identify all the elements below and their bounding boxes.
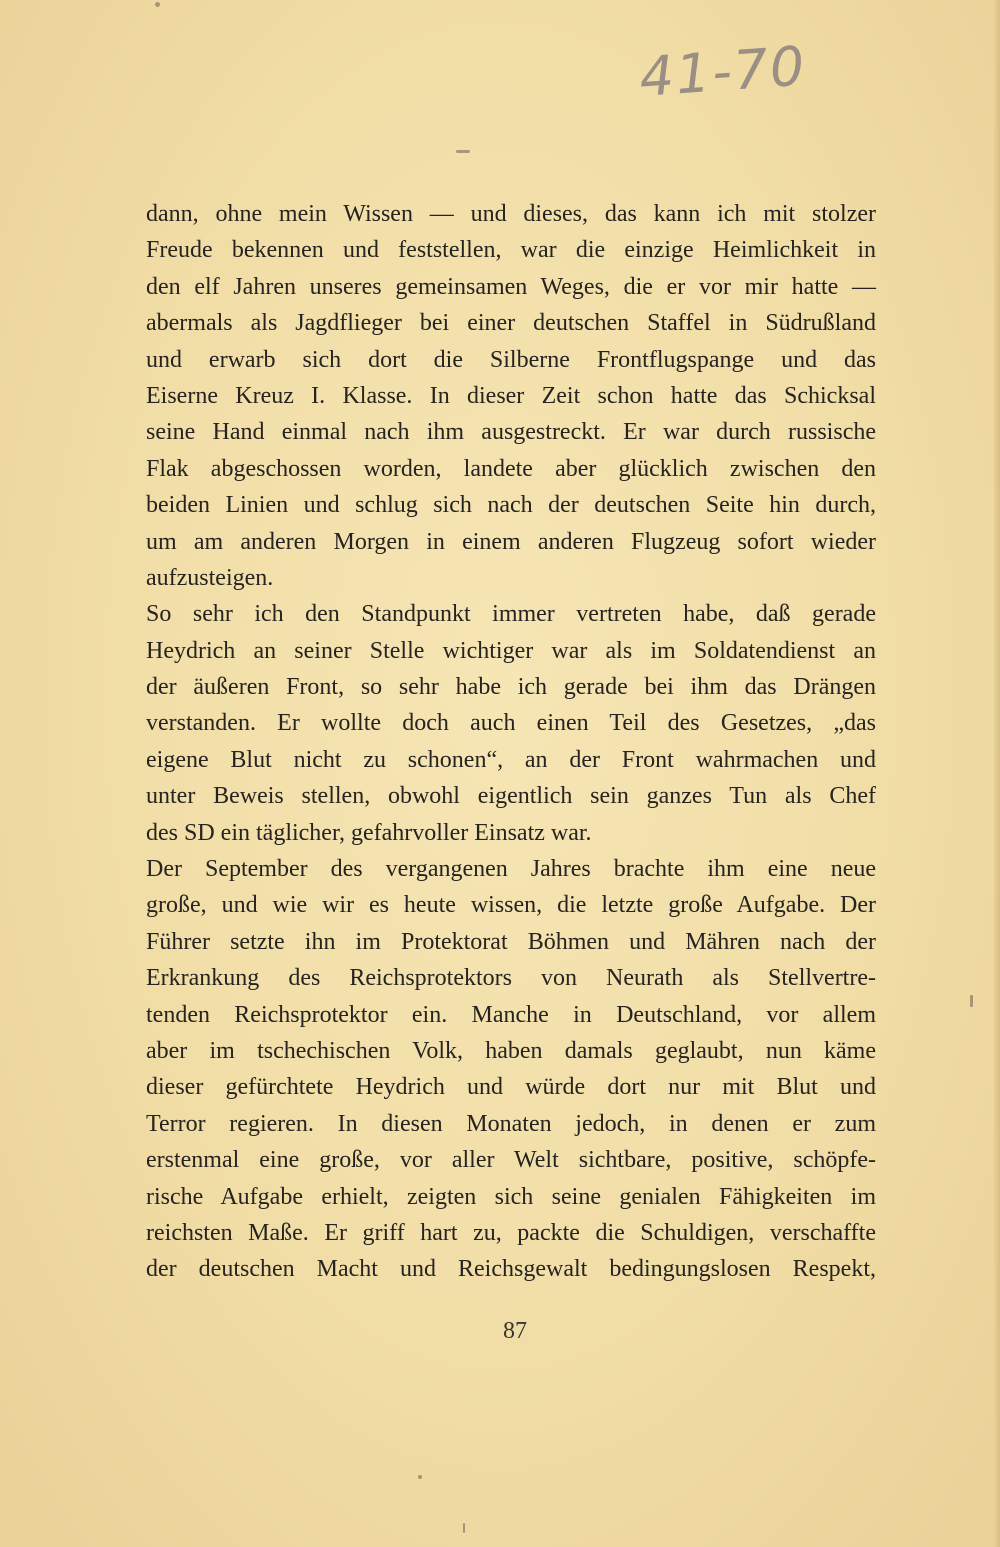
handwritten-page-range-note: 41-70 — [637, 34, 809, 109]
text-line: eigene Blut nicht zu schonen“, an der Front wahrmachen und — [146, 746, 876, 773]
text-line: verstanden. Er wollte doch auch einen Teil des Gesetzes, „das — [146, 710, 876, 737]
text-line: seine Hand einmal nach ihm ausgestreckt. Er war durch russische — [146, 419, 876, 446]
text-line: abermals als Jagdflieger bei einer deutschen Staffel in Südrußland — [146, 310, 876, 337]
text-line: erstenmal eine große, vor aller Welt sichtbare, positive, schöpfe- — [146, 1147, 876, 1174]
text-line: reichsten Maße. Er griff hart zu, packte die Schuldigen, verschaffte — [146, 1219, 876, 1246]
text-line: dann, ohne mein Wissen — und dieses, das kann ich mit stolzer — [146, 201, 876, 227]
paper-speck — [155, 2, 160, 7]
text-line: aber im tschechischen Volk, haben damals geglaubt, nun käme — [146, 1037, 876, 1064]
text-line: Der September des vergangenen Jahres brachte ihm eine neue — [146, 856, 876, 883]
text-line: der deutschen Macht und Reichsgewalt bedingungslosen Respekt, — [146, 1256, 876, 1283]
text-line: große, und wie wir es heute wissen, die letzte große Aufgabe. Der — [146, 892, 876, 919]
text-line: unter Beweis stellen, obwohl eigentlich sein ganzes Tun als Chef — [146, 783, 876, 810]
paper-edge — [994, 0, 1000, 1547]
paper-speck — [970, 995, 973, 1007]
text-line: Führer setzte ihn im Protektorat Böhmen und Mähren nach der — [146, 928, 876, 955]
text-line: So sehr ich den Standpunkt immer vertreten habe, daß gerade — [146, 601, 876, 628]
text-line: Eiserne Kreuz I. Klasse. In dieser Zeit schon hatte das Schicksal — [146, 382, 876, 409]
paper-speck — [463, 1523, 465, 1533]
text-line: rische Aufgabe erhielt, zeigten sich seine genialen Fähigkeiten im — [146, 1183, 876, 1210]
text-line: der äußeren Front, so sehr habe ich gerade bei ihm das Drängen — [146, 674, 876, 701]
body-text — [146, 196, 876, 1288]
text-line: Heydrich an seiner Stelle wichtiger war als im Soldatendienst an — [146, 637, 876, 664]
paper-speck — [418, 1475, 422, 1479]
text-line: und erwarb sich dort die Silberne Frontflugspange und das — [146, 346, 876, 373]
text-line: Flak abgeschossen worden, landete aber glücklich zwischen den — [146, 455, 876, 482]
text-line: Terror regieren. In diesen Monaten jedoch, in denen er zum — [146, 1110, 876, 1137]
paper-speck — [456, 150, 470, 153]
text-line: Freude bekennen und feststellen, war die einzige Heimlichkeit in — [146, 237, 876, 264]
text-line: dieser gefürchtete Heydrich und würde dort nur mit Blut und — [146, 1074, 876, 1101]
text-line: tenden Reichsprotektor ein. Manche in Deutschland, vor allem — [146, 1001, 876, 1028]
text-line: um am anderen Morgen in einem anderen Flugzeug sofort wieder — [146, 528, 876, 555]
text-line: aufzusteigen. — [146, 564, 274, 591]
page-number: 87 — [503, 1318, 527, 1344]
text-line: Erkrankung des Reichsprotektors von Neurath als Stellvertre- — [146, 965, 876, 992]
text-line: den elf Jahren unseres gemeinsamen Weges, die er vor mir hatte — — [146, 273, 876, 300]
text-line: beiden Linien und schlug sich nach der deutschen Seite hin durch, — [146, 492, 876, 519]
text-line: des SD ein täglicher, gefahrvoller Einsatz war. — [146, 819, 592, 846]
